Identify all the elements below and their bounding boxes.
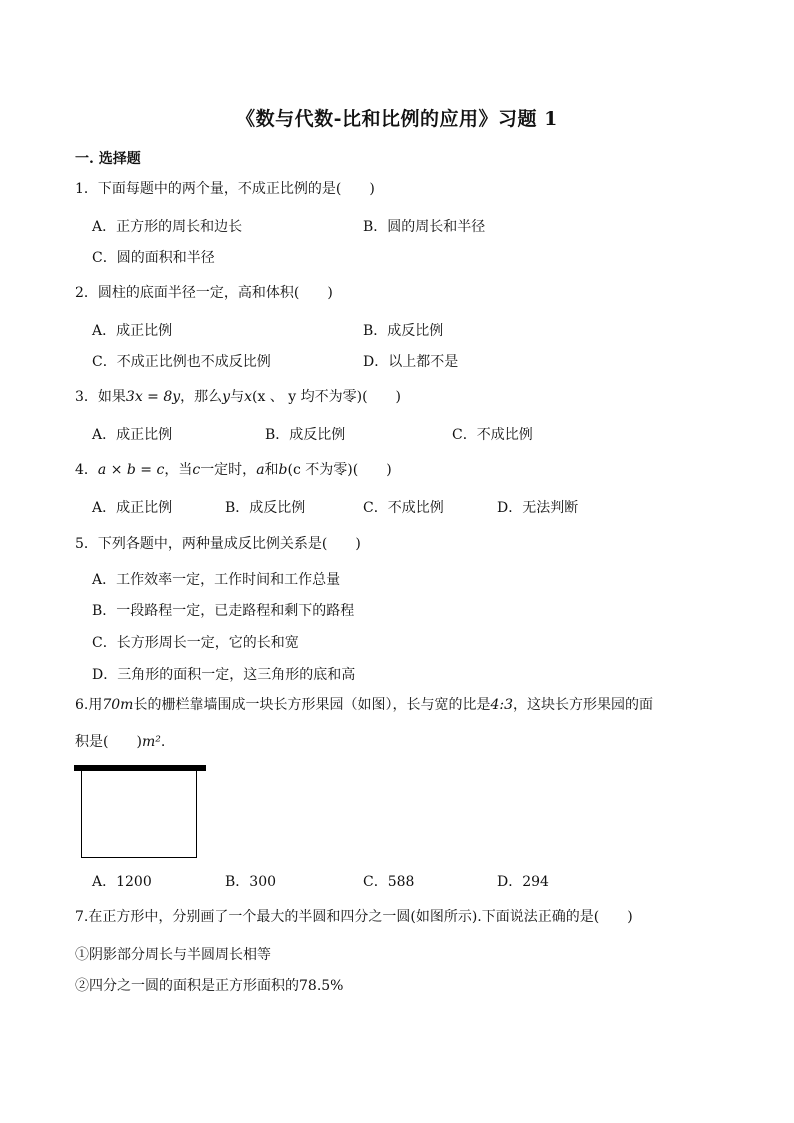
q6-period: .: [160, 734, 166, 750]
q4-option-d: D．无法判断: [497, 500, 579, 516]
q3-equation: 3x = 8y: [125, 389, 181, 405]
orchard-rectangle: [81, 771, 197, 858]
q4-and: 和: [264, 462, 279, 478]
q4-equation: a × b = c: [97, 462, 165, 478]
q5-option-d: D．三角形的面积一定，这三角形的底和高: [92, 667, 356, 683]
q3-number: 3．如果: [75, 389, 126, 405]
q4-var-a: a: [256, 462, 265, 478]
q6-unit: m²: [141, 734, 161, 750]
q3-option-b: B．成反比例: [265, 427, 346, 443]
q6-text-end: ，这块长方形果园的面: [512, 697, 653, 713]
q1-option-c: C．圆的面积和半径: [92, 250, 215, 266]
q4-number: 4．: [75, 462, 98, 478]
q2-option-a: A．成正比例: [92, 323, 173, 339]
q4-text: ，当: [164, 462, 193, 478]
q6-text: 长的栅栏靠墙围成一块长方形果园（如图），长与宽的比是: [133, 697, 491, 713]
question-1-stem: 1．下面每题中的两个量，不成正比例的是( ): [75, 181, 375, 197]
q4-text2: 一定时，: [200, 462, 257, 478]
q3-paren: (x 、 y 均不为零)( ): [252, 389, 402, 405]
question-4-stem: [75, 461, 392, 479]
q4-paren: (c 不为零)( ): [287, 462, 392, 478]
q6-option-b: B．300: [225, 874, 277, 890]
section-heading: 一. 选择题: [75, 151, 141, 167]
q4-var-b: b: [278, 462, 288, 478]
q3-text: ，那么: [180, 389, 223, 405]
q4-option-a: A．成正比例: [92, 500, 173, 516]
q2-option-c: C．不成正比例也不成反比例: [92, 354, 271, 370]
q1-option-b: B．圆的周长和半径: [363, 219, 486, 235]
q6-line2-text: 积是( ): [75, 734, 142, 750]
q2-option-d: D．以上都不是: [363, 354, 459, 370]
q2-option-b: B．成反比例: [363, 323, 444, 339]
question-3-stem: [75, 388, 401, 406]
q3-var-x: x: [244, 389, 252, 405]
q4-option-c: C．不成比例: [363, 500, 444, 516]
page-title: 《数与代数-比和比例的应用》习题 1: [236, 108, 558, 130]
q3-option-a: A．成正比例: [92, 427, 173, 443]
q4-option-b: B．成反比例: [225, 500, 306, 516]
question-6-line-2: [75, 733, 165, 751]
q5-option-b: B．一段路程一定，已走路程和剩下的路程: [92, 603, 355, 619]
q7-percent: 78.5%: [299, 978, 344, 994]
q3-var-y: y: [222, 389, 231, 405]
question-5-stem: 5．下列各题中，两种量成反比例关系是( ): [75, 536, 361, 552]
q3-option-c: C．不成比例: [452, 427, 533, 443]
question-6-line-1: [75, 696, 653, 714]
q7-statement-2: [75, 977, 343, 995]
q6-length: 70m: [102, 697, 134, 713]
q6-option-a: A．1200: [92, 874, 152, 890]
orchard-diagram: [74, 765, 206, 861]
q6-number: 6.用: [75, 697, 103, 713]
q4-var-c: c: [192, 462, 201, 478]
q6-ratio: 4:3: [490, 697, 513, 713]
q6-option-d: D．294: [497, 874, 549, 890]
q5-option-c: C．长方形周长一定，它的长和宽: [92, 635, 299, 651]
q7-statement-1: ①阴影部分周长与半圆周长相等: [75, 947, 271, 963]
q3-with: 与: [230, 389, 245, 405]
q7-statement-2-text: ②四分之一圆的面积是正方形面积的: [75, 978, 299, 994]
question-2-stem: 2．圆柱的底面半径一定，高和体积( ): [75, 285, 333, 301]
question-7-stem: 7.在正方形中，分别画了一个最大的半圆和四分之一圆(如图所示).下面说法正确的是( ): [75, 909, 633, 925]
q6-option-c: C．588: [363, 874, 415, 890]
q1-option-a: A．正方形的周长和边长: [92, 219, 243, 235]
q5-option-a: A．工作效率一定，工作时间和工作总量: [92, 572, 341, 588]
